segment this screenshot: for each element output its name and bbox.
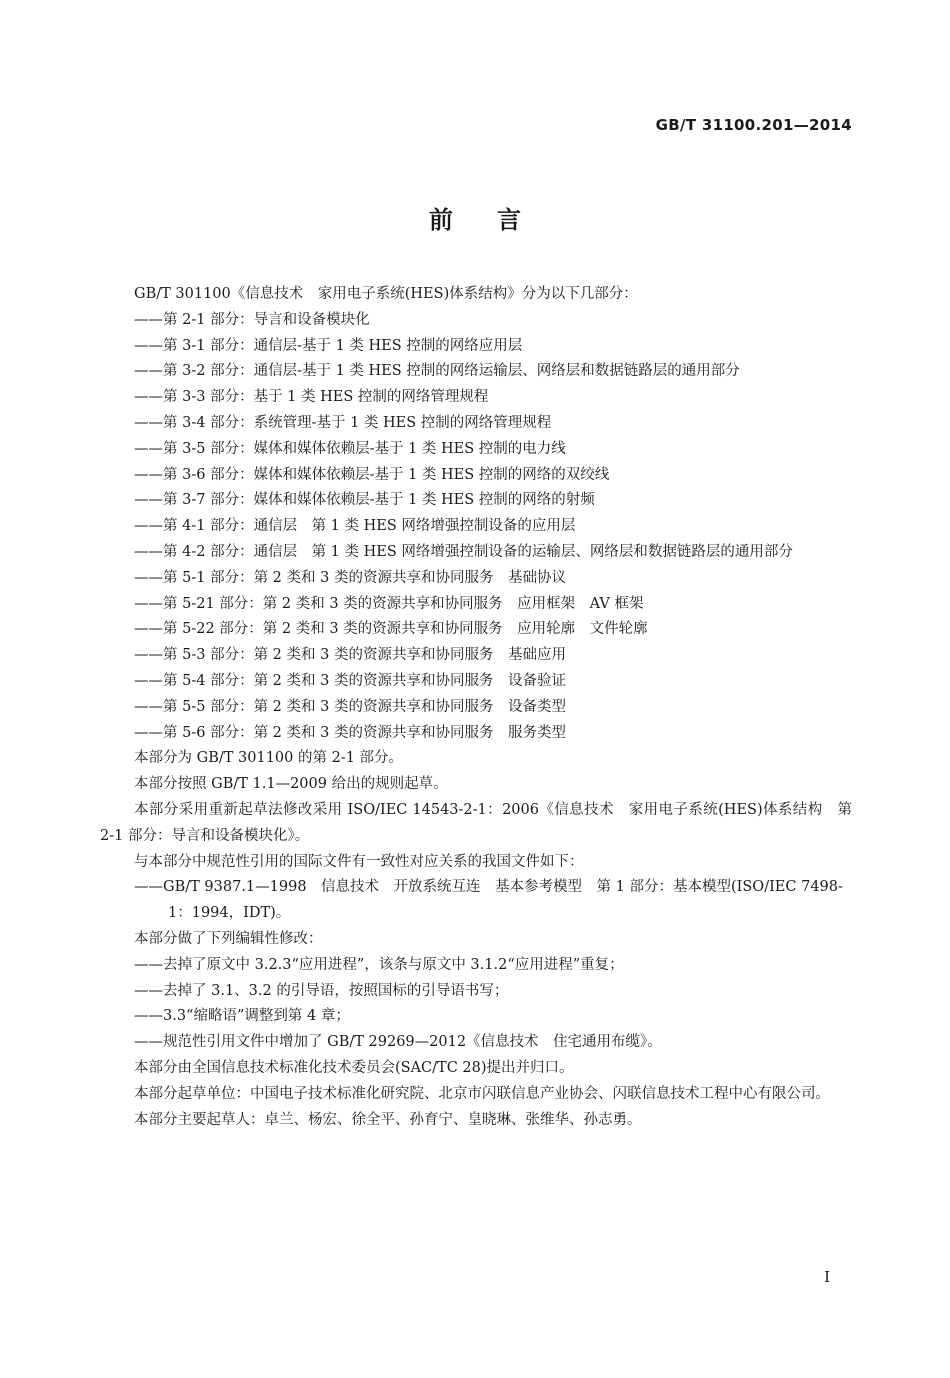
list-item: ——第 5-1 部分：第 2 类和 3 类的资源共享和协同服务 基础协议 [134,569,566,586]
edits-paragraph: 本部分做了下列编辑性修改： [134,930,323,947]
parts-list [100,308,852,747]
consistency-paragraph: 与本部分中规范性引用的国际文件有一致性对应关系的我国文件如下： [134,853,584,870]
list-item: ——第 3-6 部分：媒体和媒体依赖层-基于 1 类 HES 控制的网络的双绞线 [134,466,610,483]
standard-code: GB/T 31100.201—2014 [655,116,852,134]
list-item: ——第 3-5 部分：媒体和媒体依赖层-基于 1 类 HES 控制的电力线 [134,440,566,457]
list-item: ——第 3-7 部分：媒体和媒体依赖层-基于 1 类 HES 控制的网络的射频 [134,492,595,509]
list-item: ——第 3-2 部分：通信层-基于 1 类 HES 控制的网络运输层、网络层和数据链路层的通用部分 [134,363,740,380]
list-item: ——第 2-1 部分：导言和设备模块化 [134,311,370,328]
list-item: ——GB/T 9387.1—1998 信息技术 开放系统互连 基本参考模型 第 1 部分：基本模型(ISO/IEC 7498-1：1994，IDT)。 [134,879,843,922]
list-item: ——第 5-6 部分：第 2 类和 3 类的资源共享和协同服务 服务类型 [134,724,566,741]
list-item: ——第 4-1 部分：通信层 第 1 类 HES 网络增强控制设备的应用层 [134,518,576,535]
list-item: ——第 5-22 部分：第 2 类和 3 类的资源共享和协同服务 应用轮廓 文件轮廓 [134,621,648,638]
list-item: ——去掉了原文中 3.2.3“应用进程”，该条与原文中 3.1.2“应用进程”重复； [134,956,624,973]
foreword-body [100,282,852,1133]
list-item: ——3.3“缩略语”调整到第 4 章； [134,1008,350,1025]
list-item: ——第 5-21 部分：第 2 类和 3 类的资源共享和协同服务 应用框架 AV 框架 [134,595,644,612]
proposer-paragraph: 本部分由全国信息技术标准化技术委员会(SAC/TC 28)提出并归口。 [134,1059,574,1076]
list-item: ——第 5-4 部分：第 2 类和 3 类的资源共享和协同服务 设备验证 [134,672,566,689]
list-item: ——第 3-3 部分：基于 1 类 HES 控制的网络管理规程 [134,389,489,406]
drafters-paragraph: 本部分主要起草人：卓兰、杨宏、徐全平、孙育宁、皇晓琳、张维华、孙志勇。 [134,1111,642,1128]
drafting-rules-paragraph: 本部分按照 GB/T 1.1—2009 给出的规则起草。 [134,776,448,793]
page-number: I [824,1268,830,1286]
list-item: ——去掉了 3.1、3.2 的引导语，按照国标的引导语书写； [134,982,509,999]
list-item: ——第 4-2 部分：通信层 第 1 类 HES 网络增强控制设备的运输层、网络层和数据链路层的通用部分 [134,543,793,560]
adoption-paragraph: 本部分采用重新起草法修改采用 ISO/IEC 14543-2-1：2006《信息技术 家用电子系统(HES)体系结构 第 2-1 部分：导言和设备模块化》。 [100,801,852,844]
drafting-units-paragraph: 本部分起草单位：中国电子技术标准化研究院、北京市闪联信息产业协会、闪联信息技术工程中心有限公司。 [134,1085,830,1102]
list-item: ——第 3-4 部分：系统管理-基于 1 类 HES 控制的网络管理规程 [134,414,552,431]
part-of-paragraph: 本部分为 GB/T 301100 的第 2-1 部分。 [134,750,404,767]
list-item: ——第 5-3 部分：第 2 类和 3 类的资源共享和协同服务 基础应用 [134,647,566,664]
list-item: ——第 3-1 部分：通信层-基于 1 类 HES 控制的网络应用层 [134,337,523,354]
intro-paragraph: GB/T 301100《信息技术 家用电子系统(HES)体系结构》分为以下几部分： [134,286,638,302]
page-title: 前言 [429,206,565,234]
list-item: ——第 5-5 部分：第 2 类和 3 类的资源共享和协同服务 设备类型 [134,698,566,715]
list-item: ——规范性引用文件中增加了 GB/T 29269—2012《信息技术 住宅通用布缆》。 [134,1034,662,1051]
